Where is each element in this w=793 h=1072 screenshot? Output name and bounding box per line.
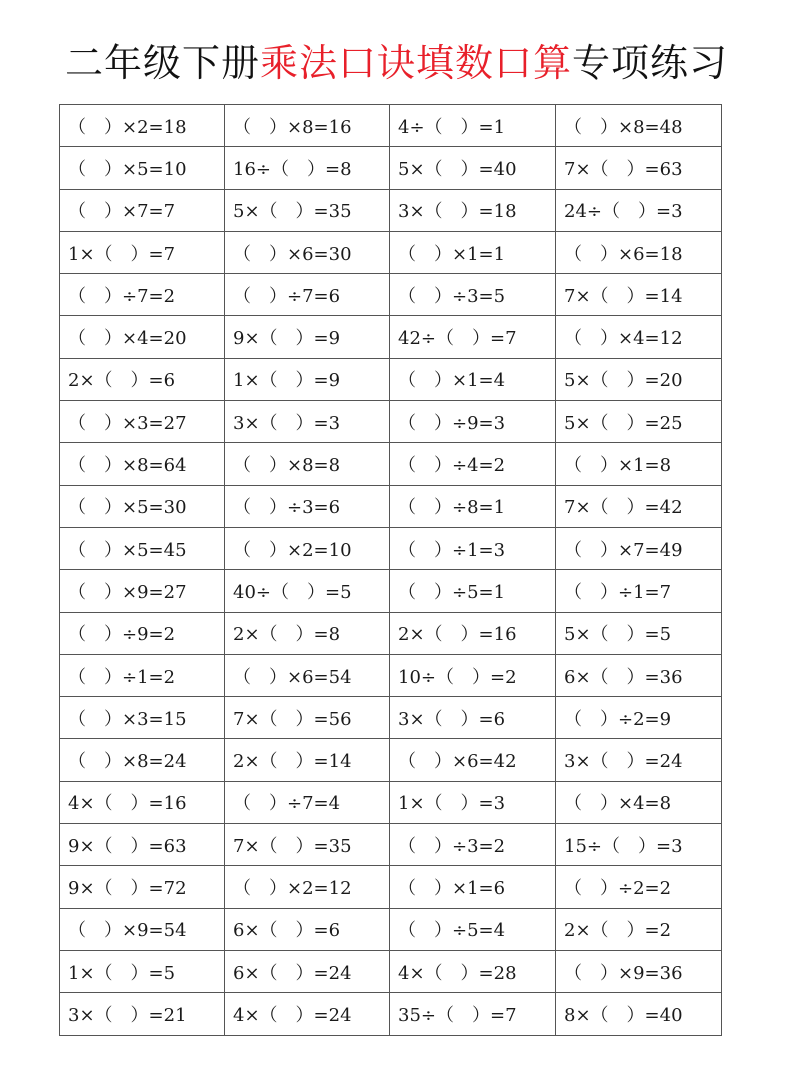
exercise-cell: （ ）÷3=5 [390, 274, 556, 316]
page-title [0, 38, 793, 88]
exercise-cell: （ ）÷2=9 [556, 697, 722, 739]
exercise-cell: 16÷（ ）=8 [225, 147, 390, 189]
exercise-cell: 7×（ ）=14 [556, 274, 722, 316]
exercise-cell: 5×（ ）=40 [390, 147, 556, 189]
exercise-cell: （ ）×1=6 [390, 866, 556, 908]
exercise-cell: 6×（ ）=24 [225, 950, 390, 992]
exercise-cell: （ ）×7=7 [60, 189, 225, 231]
table-row [60, 105, 722, 147]
exercise-cell: （ ）×9=36 [556, 950, 722, 992]
exercise-cell: 2×（ ）=16 [390, 612, 556, 654]
exercise-cell: （ ）×1=8 [556, 443, 722, 485]
exercise-cell: （ ）×4=8 [556, 781, 722, 823]
exercise-cell: （ ）×8=16 [225, 105, 390, 147]
exercise-cell: 9×（ ）=63 [60, 824, 225, 866]
table-row [60, 231, 722, 273]
exercise-cell: （ ）÷7=6 [225, 274, 390, 316]
exercise-cell: 3×（ ）=18 [390, 189, 556, 231]
exercise-cell: 42÷（ ）=7 [390, 316, 556, 358]
table-row [60, 824, 722, 866]
exercise-cell: 4÷（ ）=1 [390, 105, 556, 147]
table-row [60, 739, 722, 781]
exercise-cell: （ ）×3=27 [60, 401, 225, 443]
title-part-practice: 专项练习 [572, 41, 729, 85]
table-row [60, 316, 722, 358]
exercise-cell: 7×（ ）=35 [225, 824, 390, 866]
exercise-cell: （ ）÷3=2 [390, 824, 556, 866]
exercise-cell: 2×（ ）=8 [225, 612, 390, 654]
exercise-cell: 24÷（ ）=3 [556, 189, 722, 231]
exercise-cell: 1×（ ）=3 [390, 781, 556, 823]
exercise-cell: 7×（ ）=56 [225, 697, 390, 739]
exercise-cell: 5×（ ）=5 [556, 612, 722, 654]
exercise-cell: 35÷（ ）=7 [390, 993, 556, 1035]
exercise-table-body [60, 105, 722, 1036]
table-row [60, 358, 722, 400]
exercise-cell: 6×（ ）=36 [556, 654, 722, 696]
exercise-cell: （ ）÷7=4 [225, 781, 390, 823]
exercise-cell: 4×（ ）=28 [390, 950, 556, 992]
table-row [60, 612, 722, 654]
table-row [60, 654, 722, 696]
exercise-cell: （ ）÷8=1 [390, 485, 556, 527]
exercise-cell: （ ）×3=15 [60, 697, 225, 739]
exercise-cell: 7×（ ）=63 [556, 147, 722, 189]
exercise-cell: 5×（ ）=25 [556, 401, 722, 443]
exercise-cell: （ ）×6=18 [556, 231, 722, 273]
exercise-cell: 9×（ ）=9 [225, 316, 390, 358]
exercise-cell: （ ）÷1=2 [60, 654, 225, 696]
exercise-cell: 15÷（ ）=3 [556, 824, 722, 866]
exercise-cell: （ ）×5=10 [60, 147, 225, 189]
exercise-cell: 40÷（ ）=5 [225, 570, 390, 612]
table-row [60, 485, 722, 527]
table-row [60, 950, 722, 992]
exercise-cell: 4×（ ）=16 [60, 781, 225, 823]
exercise-cell: 5×（ ）=20 [556, 358, 722, 400]
exercise-cell: （ ）÷1=3 [390, 527, 556, 569]
exercise-cell: （ ）×4=20 [60, 316, 225, 358]
table-row [60, 866, 722, 908]
exercise-cell: （ ）×2=10 [225, 527, 390, 569]
table-row [60, 147, 722, 189]
exercise-cell: 3×（ ）=24 [556, 739, 722, 781]
exercise-cell: 8×（ ）=40 [556, 993, 722, 1035]
exercise-cell: 6×（ ）=6 [225, 908, 390, 950]
exercise-cell: 2×（ ）=2 [556, 908, 722, 950]
exercise-cell: 5×（ ）=35 [225, 189, 390, 231]
exercise-cell: 3×（ ）=21 [60, 993, 225, 1035]
exercise-cell: 3×（ ）=3 [225, 401, 390, 443]
exercise-cell: （ ）÷7=2 [60, 274, 225, 316]
exercise-cell: 1×（ ）=7 [60, 231, 225, 273]
table-row [60, 274, 722, 316]
exercise-cell: （ ）×6=54 [225, 654, 390, 696]
exercise-cell: 2×（ ）=14 [225, 739, 390, 781]
table-row [60, 527, 722, 569]
exercise-cell: 2×（ ）=6 [60, 358, 225, 400]
exercise-cell: 3×（ ）=6 [390, 697, 556, 739]
exercise-cell: 1×（ ）=9 [225, 358, 390, 400]
exercise-cell: （ ）×1=1 [390, 231, 556, 273]
exercise-cell: （ ）÷9=2 [60, 612, 225, 654]
exercise-cell: （ ）×2=18 [60, 105, 225, 147]
table-row [60, 570, 722, 612]
exercise-cell: 4×（ ）=24 [225, 993, 390, 1035]
exercise-cell: 9×（ ）=72 [60, 866, 225, 908]
exercise-cell: （ ）×8=64 [60, 443, 225, 485]
exercise-cell: （ ）÷9=3 [390, 401, 556, 443]
exercise-cell: （ ）÷1=7 [556, 570, 722, 612]
exercise-cell: （ ）÷4=2 [390, 443, 556, 485]
exercise-cell: （ ）×8=24 [60, 739, 225, 781]
exercise-cell: （ ）×8=8 [225, 443, 390, 485]
table-row [60, 993, 722, 1035]
exercise-cell: 1×（ ）=5 [60, 950, 225, 992]
exercise-cell: （ ）÷2=2 [556, 866, 722, 908]
title-part-grade: 二年级下册 [64, 41, 260, 85]
table-row [60, 781, 722, 823]
exercise-cell: （ ）÷5=1 [390, 570, 556, 612]
exercise-cell: （ ）×2=12 [225, 866, 390, 908]
exercise-cell: （ ）×6=30 [225, 231, 390, 273]
exercise-cell: （ ）×9=27 [60, 570, 225, 612]
exercise-cell: （ ）×9=54 [60, 908, 225, 950]
exercise-cell: （ ）×7=49 [556, 527, 722, 569]
title-part-topic: 乘法口诀填数口算 [259, 41, 572, 85]
exercise-cell: （ ）÷5=4 [390, 908, 556, 950]
table-row [60, 697, 722, 739]
table-row [60, 401, 722, 443]
exercise-cell: （ ）×1=4 [390, 358, 556, 400]
table-row [60, 908, 722, 950]
exercise-cell: （ ）×6=42 [390, 739, 556, 781]
exercise-cell: （ ）×5=30 [60, 485, 225, 527]
exercise-cell: （ ）×8=48 [556, 105, 722, 147]
exercise-cell: 7×（ ）=42 [556, 485, 722, 527]
exercise-cell: （ ）÷3=6 [225, 485, 390, 527]
exercise-cell: （ ）×4=12 [556, 316, 722, 358]
exercise-cell: 10÷（ ）=2 [390, 654, 556, 696]
exercise-table [59, 104, 722, 1036]
table-row [60, 443, 722, 485]
table-row [60, 189, 722, 231]
exercise-cell: （ ）×5=45 [60, 527, 225, 569]
